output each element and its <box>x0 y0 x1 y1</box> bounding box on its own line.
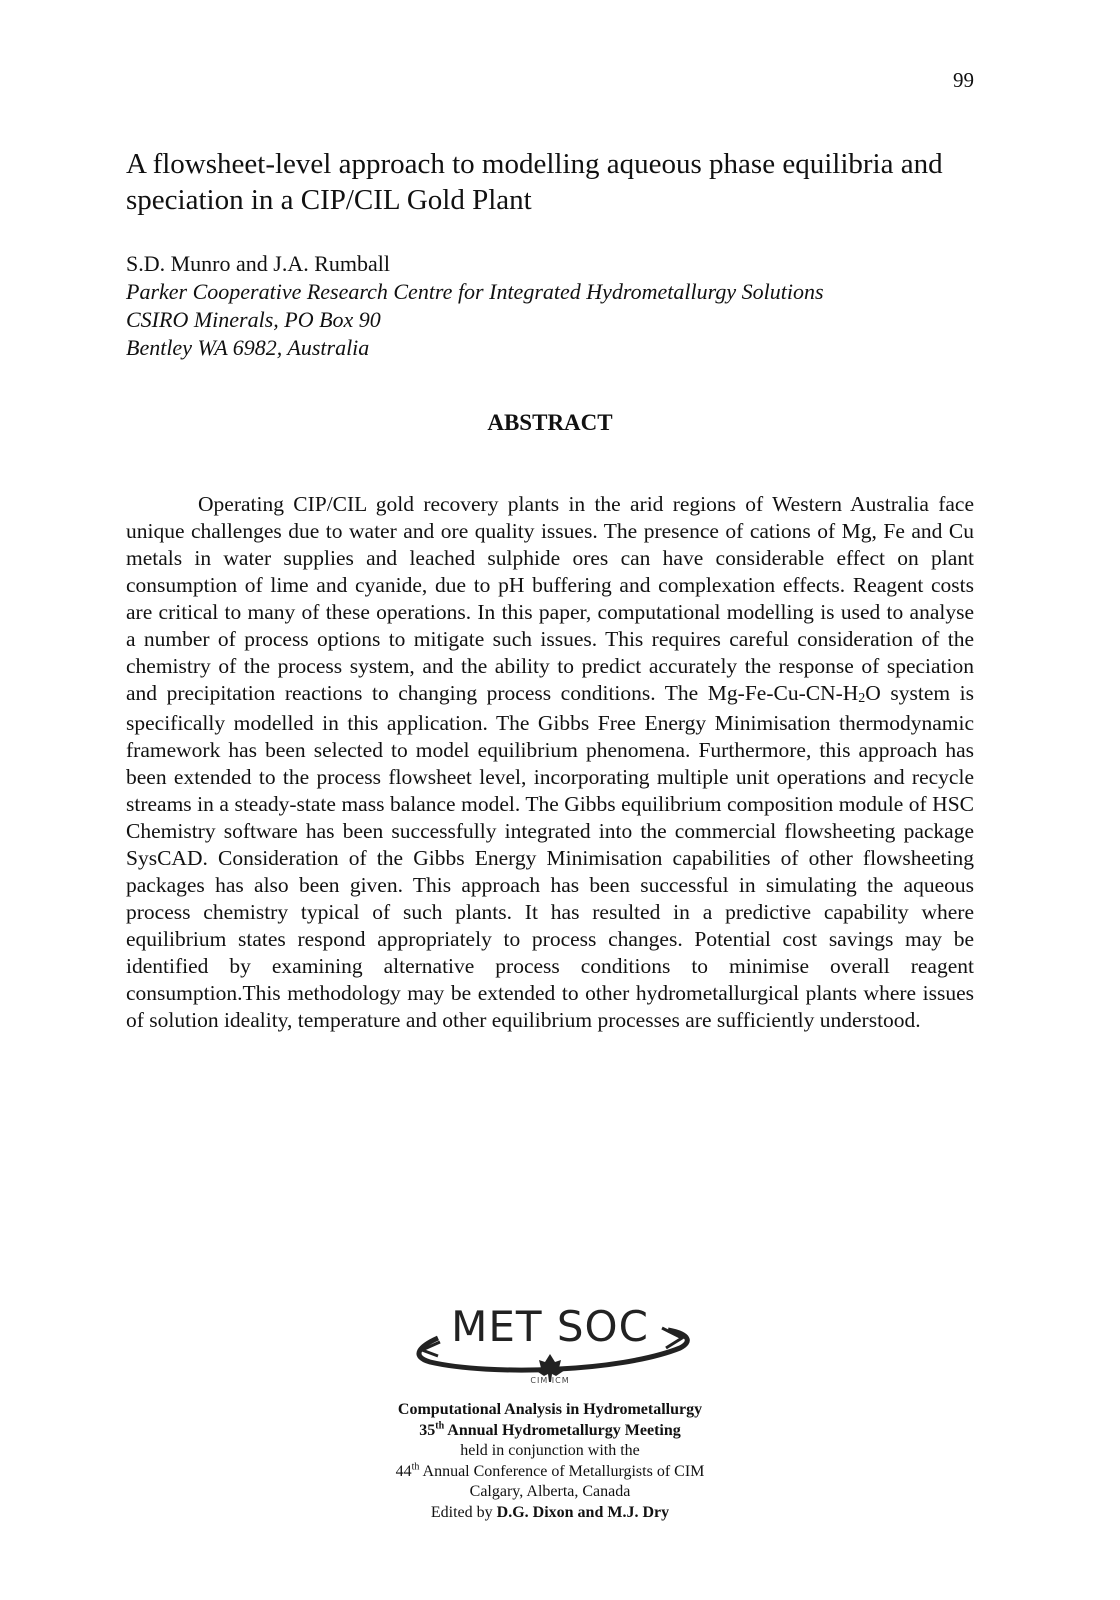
footer-line-6 <box>300 1503 800 1524</box>
footer-line-1: Computational Analysis in Hydrometallurgy <box>397 1401 703 1418</box>
page-number: 99 <box>953 68 974 92</box>
footer-line-5: Calgary, Alberta, Canada <box>469 1483 631 1500</box>
footer-line-4 <box>300 1462 800 1483</box>
footer-line-2 <box>300 1421 800 1442</box>
footer-ordinal-suffix-2: th <box>411 1461 420 1473</box>
affiliation-line-2: CSIRO Minerals, PO Box 90 <box>126 307 381 332</box>
footer-edited-by: Edited by <box>430 1503 497 1521</box>
abstract-paragraph <box>126 491 974 1034</box>
footer-ordinal-44: 44 <box>395 1462 412 1480</box>
abstract-subscript: 2 <box>858 691 866 706</box>
abstract-text-part-2: O system is specifically modelled in this application. The Gibbs Free Energy Minimisation thermodynamic framework has been selected to model equilibrium phenomena. Furthermore, this approach has been extended to the process flowsheet level, incorporating multiple unit operations and recycle streams in a steady-state mass balance model. The Gibbs equilibrium composition module of HSC Chemistry software has been successfully integrated into the commercial flowsheeting package SysCAD. Consideration of the Gibbs Energy Minimisation capabilities of other flowsheeting packages has also been given. This approach has been successful in simulating the aqueous process chemistry typical of such plants. It has resulted in a predictive capability where equilibrium states respond appropriately to process changes. Potential cost savings may be identified by examining alternative process conditions to minimise overall reagent consumption.This methodology may be extended to other hydrometallurgical plants where issues of solution ideality, temperature and other equilibrium processes are sufficiently understood. <box>126 681 974 1032</box>
footer-ordinal-35: 35 <box>419 1421 436 1439</box>
author-block <box>126 250 824 362</box>
metsoc-logo <box>400 1298 700 1388</box>
footer-meeting-name: Annual Hydrometallurgy Meeting <box>444 1421 681 1439</box>
proceedings-footer <box>300 1400 800 1523</box>
abstract-text-part-1: Operating CIP/CIL gold recovery plants in the arid regions of Western Australia face unique challenges due to water and ore quality issues. The presence of cations of Mg, Fe and Cu metals in water supplies and leached sulphide ores can have considerable effect on plant consumption of lime and cyanide, due to pH buffering and complexation effects. Reagent costs are critical to many of these operations. In this paper, computational modelling is used to analyse a number of process options to mitigate such issues. This requires careful consideration of the chemistry of the process system, and the ability to predict accurately the response of speciation and precipitation reactions to changing process conditions. The Mg-Fe-Cu-CN-H <box>126 492 974 705</box>
footer-editors: D.G. Dixon and M.J. Dry <box>496 1503 670 1521</box>
author-names: S.D. Munro and J.A. Rumball <box>126 251 390 276</box>
footer-line-3: held in conjunction with the <box>460 1442 640 1459</box>
footer-conference-name: Annual Conference of Metallurgists of CIM <box>419 1462 705 1480</box>
paper-title: A flowsheet-level approach to modelling aqueous phase equilibria and speciation in a CIP/CIL Gold Plant <box>126 148 943 216</box>
logo-subtext: CIM ICM <box>530 1376 570 1385</box>
footer-ordinal-suffix: th <box>435 1420 445 1432</box>
logo-wordmark: MET SOC <box>451 1302 649 1351</box>
affiliation-line-1: Parker Cooperative Research Centre for Integrated Hydrometallurgy Solutions <box>126 279 824 304</box>
abstract-heading: ABSTRACT <box>487 410 613 435</box>
affiliation-line-3: Bentley WA 6982, Australia <box>126 335 370 360</box>
